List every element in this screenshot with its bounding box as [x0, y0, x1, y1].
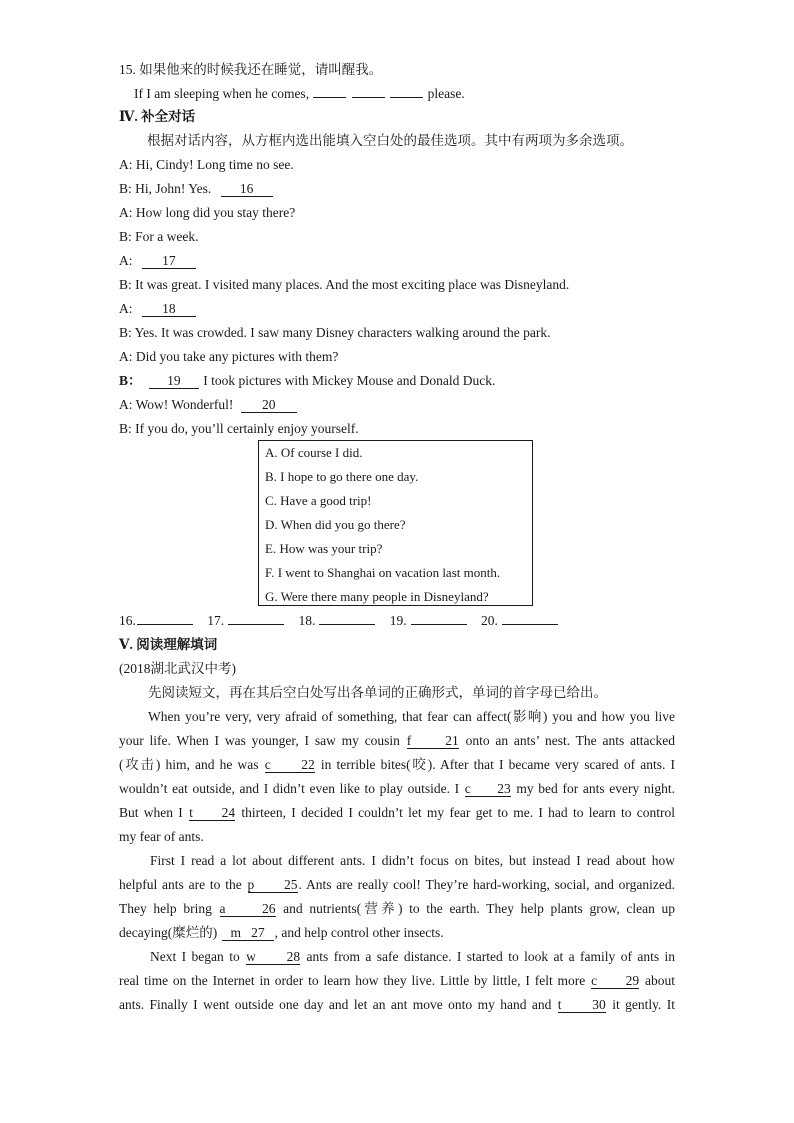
word-blank[interactable]: t 24 — [189, 805, 236, 820]
dialog-line: A: Hi, Cindy! Long time no see. — [119, 157, 294, 172]
dialog-line: B： 19 I took pictures with Mickey Mouse and Donald Duck. — [119, 373, 496, 388]
answer-blank[interactable]: 19 — [149, 374, 199, 389]
word-blank[interactable]: c 23 — [464, 781, 511, 796]
word-blank[interactable]: w 28 — [246, 949, 301, 964]
answer-blank[interactable] — [411, 624, 467, 625]
word-blank[interactable]: a 26 — [219, 901, 276, 916]
word-blank[interactable]: p 25 — [247, 877, 298, 892]
answer-row: 16. 17. 18. 19. 20. — [119, 612, 675, 630]
passage-line: When you’re very, very afraid of something, that fear can affect(影响) you and how you live — [148, 709, 675, 724]
passage-line: Next I began to w 28 ants from a safe distance. I started to look at a family of ants in — [150, 949, 676, 964]
word-blank[interactable]: c 29 — [591, 973, 640, 988]
section-instruction: 根据对话内容，从方框内选出能填入空白处的最佳选项。其中有两项为多余选项。 — [147, 133, 633, 148]
answer-blank[interactable] — [313, 97, 346, 98]
dialog-line: A: Did you take any pictures with them? — [119, 349, 339, 364]
answer-blank[interactable]: 16 — [221, 182, 273, 197]
answer-blank[interactable] — [502, 624, 558, 625]
option-d: D. When did you go there? — [265, 517, 406, 532]
answer-blank[interactable] — [228, 624, 284, 625]
dialog-line: B: Yes. It was crowded. I saw many Disney characters walking around the park. — [119, 325, 551, 340]
passage-line: real time on the Internet in order to learn how they live. Little by little, I felt more c 29 about — [119, 973, 676, 988]
dialog-line: A: How long did you stay there? — [119, 205, 296, 220]
answer-blank[interactable] — [137, 624, 193, 625]
answer-blank[interactable]: 18 — [142, 302, 196, 317]
dialog-line: B: Hi, John! Yes. 16 — [119, 180, 675, 198]
passage-line: helpful ants are to the p 25. Ants are really cool! They’re hard-working, social, and organized. — [119, 877, 676, 892]
passage-line: decaying(糜烂的) m 27 , and help control other insects. — [119, 925, 444, 940]
passage-line: But when I t 24 thirteen, I decided I couldn’t let my fear get to me. I had to learn to control — [119, 805, 676, 820]
word-blank[interactable]: m 27 — [222, 926, 274, 941]
answer-blank[interactable] — [390, 97, 423, 98]
dialog-line: B: If you do, you’ll certainly enjoy yourself. — [119, 421, 359, 436]
section-title: Ⅳ. 补全对话 — [119, 109, 196, 124]
option-b: B. I hope to go there one day. — [265, 469, 419, 484]
passage-line: ants. Finally I went outside one day and let an ant move onto my hand and t 30 it gently. It — [119, 997, 675, 1012]
word-blank[interactable]: f 21 — [406, 733, 459, 748]
section-instruction: 先阅读短文，再在其后空白处写出各单词的正确形式，单词的首字母已给出。 — [148, 685, 607, 700]
passage-line: First I read a lot about different ants. I didn’t focus on bites, but instead I read about how — [150, 853, 675, 868]
option-e: E. How was your trip? — [265, 541, 383, 556]
dialog-line: A: Wow! Wonderful! 20 — [119, 396, 675, 414]
option-a: A. Of course I did. — [265, 445, 363, 460]
answer-blank[interactable] — [352, 97, 385, 98]
answer-blank[interactable]: 17 — [142, 254, 196, 269]
passage-line: my fear of ants. — [119, 829, 204, 844]
dialog-line: B: It was great. I visited many places. And the most exciting place was Disneyland. — [119, 277, 570, 292]
passage-line: They help bring a 26 and nutrients(营养) to the earth. They help plants grow, clean up — [119, 901, 676, 916]
option-f: F. I went to Shanghai on vacation last month. — [265, 565, 501, 580]
passage-line: your life. When I was younger, I saw my cousin f 21 onto an ants’ nest. The ants attacked — [119, 733, 675, 748]
section-title: Ⅴ. 阅读理解填词 — [119, 637, 218, 652]
dialog-line: A: 17 — [119, 252, 675, 270]
word-blank[interactable]: t 30 — [557, 997, 606, 1012]
passage-line: wouldn’t eat outside, and I didn’t even like to play outside. I c 23 my bed for ants every night. — [119, 781, 675, 796]
option-g: G. Were there many people in Disneyland? — [265, 589, 489, 604]
source-note: (2018湖北武汉中考) — [119, 661, 236, 676]
dialog-line: B: For a week. — [119, 229, 199, 244]
passage-line: (攻击) him, and he was c 22 in terrible bites(咬). After that I became very scared of ants. I — [119, 757, 675, 772]
dialog-line: A: 18 — [119, 300, 675, 318]
q15-chinese: 15. 如果他来的时候我还在睡觉，请叫醒我。 — [119, 62, 383, 77]
answer-blank[interactable]: 20 — [241, 398, 297, 413]
answer-blank[interactable] — [319, 624, 375, 625]
word-blank[interactable]: c 22 — [264, 757, 315, 772]
option-c: C. Have a good trip! — [265, 493, 372, 508]
q15-english: If I am sleeping when he comes, please. — [134, 86, 465, 101]
